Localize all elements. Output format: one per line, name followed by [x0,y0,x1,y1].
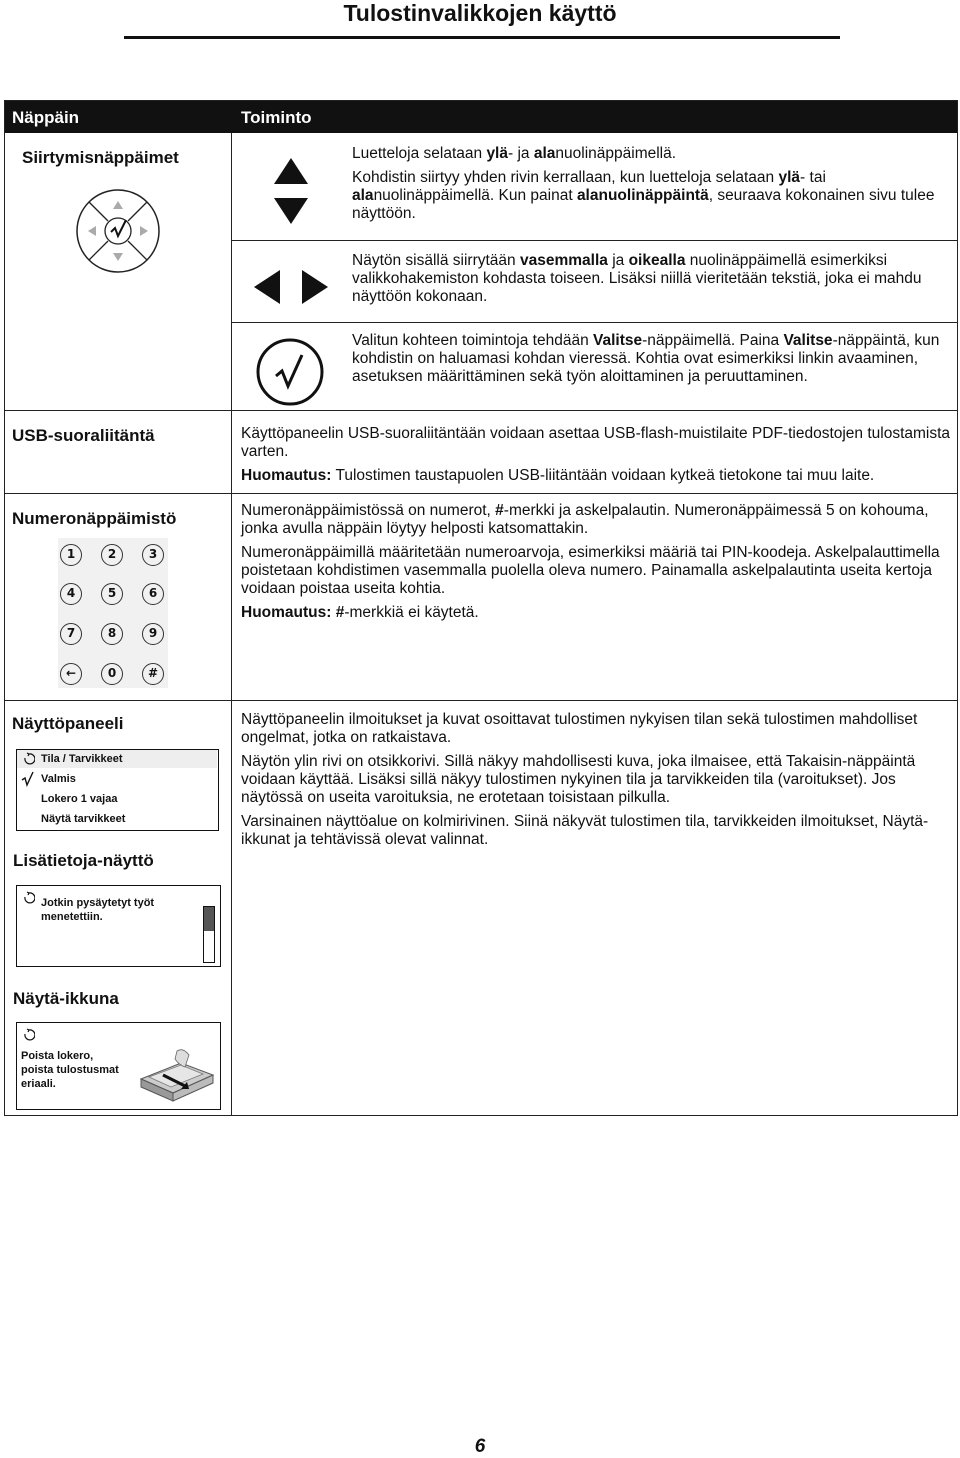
nav-updown-text: Luetteloja selataan ylä- ja alanuolinäppäimellä. Kohdistin siirtyy yhden rivin kerrallaan, kun luetteloja selataan ylä- tai alanuolinäppäimellä. Kun painat alanuolinäppäintä, seuraava kokonainen sivu tulee näyttöön. [352,145,935,222]
up-down-arrows-icon [274,158,308,224]
numpad-key-hash: # [142,663,164,685]
row-divider [5,493,957,494]
numpad-key-9: 9 [142,623,164,645]
numpad-key-2: 2 [101,544,123,566]
more-info-screen [16,885,221,967]
numpad-key-5: 5 [101,583,123,605]
numpad-key-6: 6 [142,583,164,605]
numpad-key-8: 8 [101,623,123,645]
screen-line: menetettiin. [41,911,103,923]
back-icon [23,752,35,765]
title-divider [124,36,840,39]
select-button-icon [256,338,324,406]
back-icon [23,891,35,904]
screen-line: Jotkin pysäytetyt työt [41,897,155,909]
usb-label: USB-suoraliitäntä [12,426,155,445]
show-window-label: Näytä-ikkuna [13,989,119,1008]
left-right-arrows-icon [254,270,328,304]
page-number: 6 [474,1436,486,1457]
header-key: Näppäin [12,108,80,127]
show-window-text: Poista lokero, poista tulostusmat eriaali. [21,1050,119,1090]
header-function: Toiminto [241,108,312,127]
numpad-label: Numeronäppäimistö [12,509,177,528]
numpad-key-backspace: ← [60,663,82,685]
screen-line: Tila / Tarvikkeet [41,753,123,765]
back-icon [23,1028,35,1041]
numpad-key-4: 4 [60,583,82,605]
screen-line: Lokero 1 vajaa [41,793,118,805]
nav-leftright-text: Näytön sisällä siirrytään vasemmalla ja oikealla nuolinäppäimellä esimerkiksi valikkohakemiston kohdasta toiseen. Lisäksi niillä vieritetään tekstiä, joka ei mahdu näyttöön kokonaan. [352,252,922,305]
sub-row-divider [232,240,957,241]
display-screen [16,749,219,831]
nav-select-text: Valitun kohteen toimintoja tehdään Valitse-näppäimellä. Paina Valitse-näppäintä, kun kohdistin on haluamasi kohdan vieressä. Kohtia ovat esimerkiksi linkin avaaminen, asetuksen määrittäminen sekä työn aloittaminen ja peruuttaminen. [352,332,940,385]
sub-row-divider [232,322,957,323]
numpad-key-1: 1 [60,544,82,566]
nav-keys-label: Siirtymisnäppäimet [22,148,179,167]
numpad-key-3: 3 [142,544,164,566]
row-divider [5,700,957,701]
show-window-screen [16,1022,221,1110]
table-header [5,101,957,133]
row-divider [5,410,957,411]
tray-illustration-icon [137,1045,217,1105]
column-divider [231,133,232,1115]
display-text: Näyttöpaneelin ilmoitukset ja kuvat osoittavat tulostimen nykyisen tilan sekä tulostimen mahdolliset ongelmat, jotka on ratkaistava. Näytön ylin rivi on otsikkorivi. Sillä näkyy mahdollisesti kuva, joka ilmaisee, että Takaisin-näppäintä voidaan käyttää. Lisäksi sillä näkyy tulostimen nykyinen tila ja tarvikkeiden tila (varoitukset). Jos näytössä on useita varoituksia, ne erotetaan toisistaan pilkulla. Varsinainen näyttöalue on kolmirivinen. Siinä näkyvät tulostimen tila, tarvikkeiden ilmoitukset, Näytä-ikkunat ja tehtävissä olevat valinnat. [241,711,929,848]
more-info-label: Lisätietoja-näyttö [13,851,154,870]
check-icon [21,771,35,787]
screen-line: Valmis [41,773,76,785]
screen-line: Näytä tarvikkeet [41,813,126,825]
scrollbar [203,906,215,963]
page-title: Tulostinvalikkojen käyttö [343,0,617,26]
numpad-key-0: 0 [101,663,123,685]
scrollbar-thumb [204,907,214,931]
numpad-key-7: 7 [60,623,82,645]
display-label: Näyttöpaneeli [12,714,124,733]
numpad-text: Numeronäppäimistössä on numerot, #-merkki ja askelpalautin. Numeronäppäimessä 5 on kohouma, jonka avulla näppäin löytyy helposti katsomattakin. Numeronäppäimillä määritetään numeroarvoja, esimerkiksi määriä tai PIN-koodeja. Askelpalauttimella poistetaan kohdistimen vasemmalla puolella oleva numero. Painamalla askelpalautinta useita kertoja voidaan poistaa useita kohtia. Huomautus: #-merkkiä ei käytetä. [241,502,940,621]
usb-text: Käyttöpaneelin USB-suoraliitäntään voidaan asettaa USB-flash-muistilaite PDF-tiedostojen tulostamista varten. Huomautus: Tulostimen taustapuolen USB-liitäntään voidaan kytkeä tietokone tai muu laite. [241,425,951,484]
nav-keypad-icon [75,188,161,274]
